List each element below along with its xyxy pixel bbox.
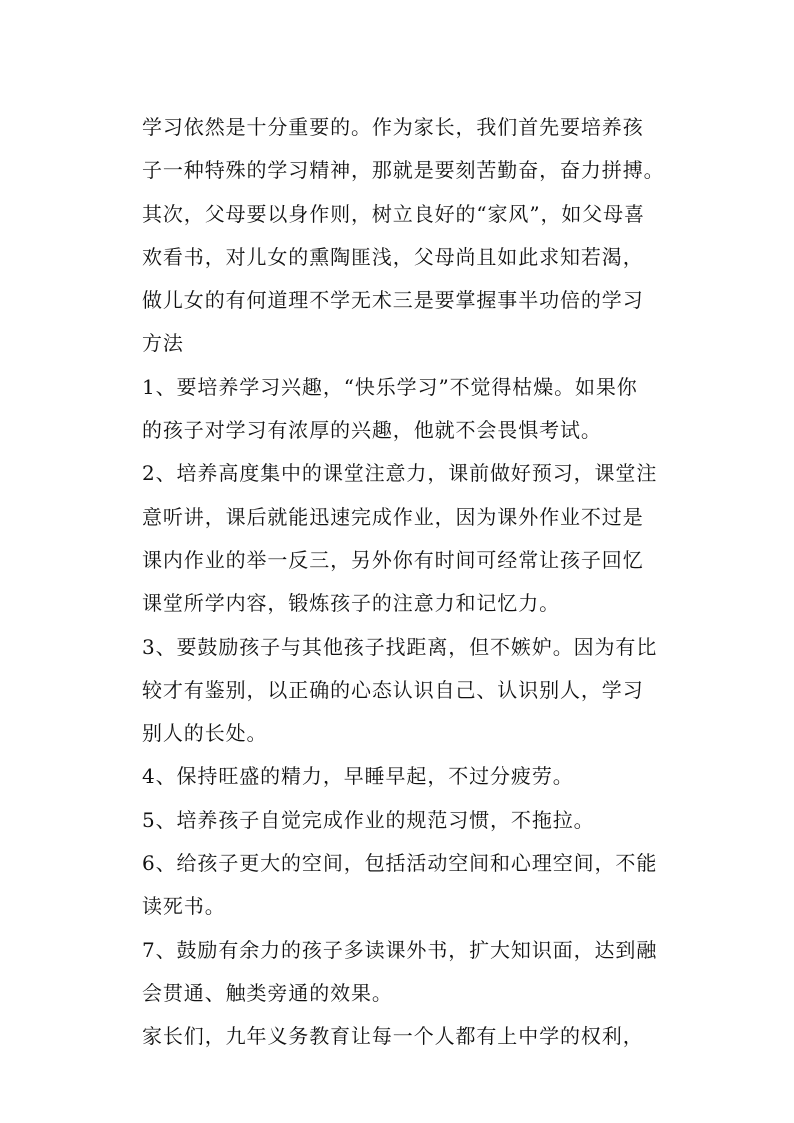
text-line: 课堂所学内容，锻炼孩子的注意力和记忆力。 <box>142 591 560 616</box>
text-line: 5、培养孩子自觉完成作业的规范习惯，不拖拉。 <box>142 807 595 832</box>
text-line: 6、给孩子更大的空间，包括活动空间和心理空间，不能 <box>142 851 658 876</box>
text-line: 1、要培养学习兴趣，“快乐学习”不觉得枯燥。如果你 <box>142 374 638 399</box>
text-line: 2、培养高度集中的课堂注意力，课前做好预习，课堂注 <box>142 461 658 486</box>
text-line: 较才有鉴别，以正确的心态认识自己、认识别人，学习 <box>142 677 644 702</box>
text-line: 读死书。 <box>142 894 226 919</box>
text-line: 4、保持旺盛的精力，早睡早起，不过分疲劳。 <box>142 764 574 789</box>
text-line: 的孩子对学习有浓厚的兴趣，他就不会畏惧考试。 <box>142 418 602 443</box>
text-line: 3、要鼓励孩子与其他孩子找距离，但不嫉妒。因为有比 <box>142 634 658 659</box>
text-line: 课内作业的举一反三，另外你有时间可经常让孩子回忆 <box>142 547 644 572</box>
text-line: 家长们，九年义务教育让每一个人都有上中学的权利， <box>142 1024 644 1049</box>
text-line: 欢看书，对儿女的熏陶匪浅，父母尚且如此求知若渴， <box>142 244 644 269</box>
text-line: 意听讲，课后就能迅速完成作业，因为课外作业不过是 <box>142 504 644 529</box>
text-line: 7、鼓励有余力的孩子多读课外书，扩大知识面，达到融 <box>142 937 658 962</box>
text-line: 其次，父母要以身作则，树立良好的“家风”，如父母喜 <box>142 201 645 226</box>
text-line: 会贯通、触类旁通的效果。 <box>142 980 393 1005</box>
document-body-text <box>142 106 782 1059</box>
text-line: 做儿女的有何道理不学无术三是要掌握事半功倍的学习 <box>142 288 644 313</box>
text-line: 方法 <box>142 331 184 356</box>
text-line: 别人的长处。 <box>142 721 268 746</box>
text-line: 子一种特殊的学习精神，那就是要刻苦勤奋，奋力拼搏。 <box>142 158 665 183</box>
text-line: 学习依然是十分重要的。作为家长，我们首先要培养孩 <box>142 115 644 139</box>
